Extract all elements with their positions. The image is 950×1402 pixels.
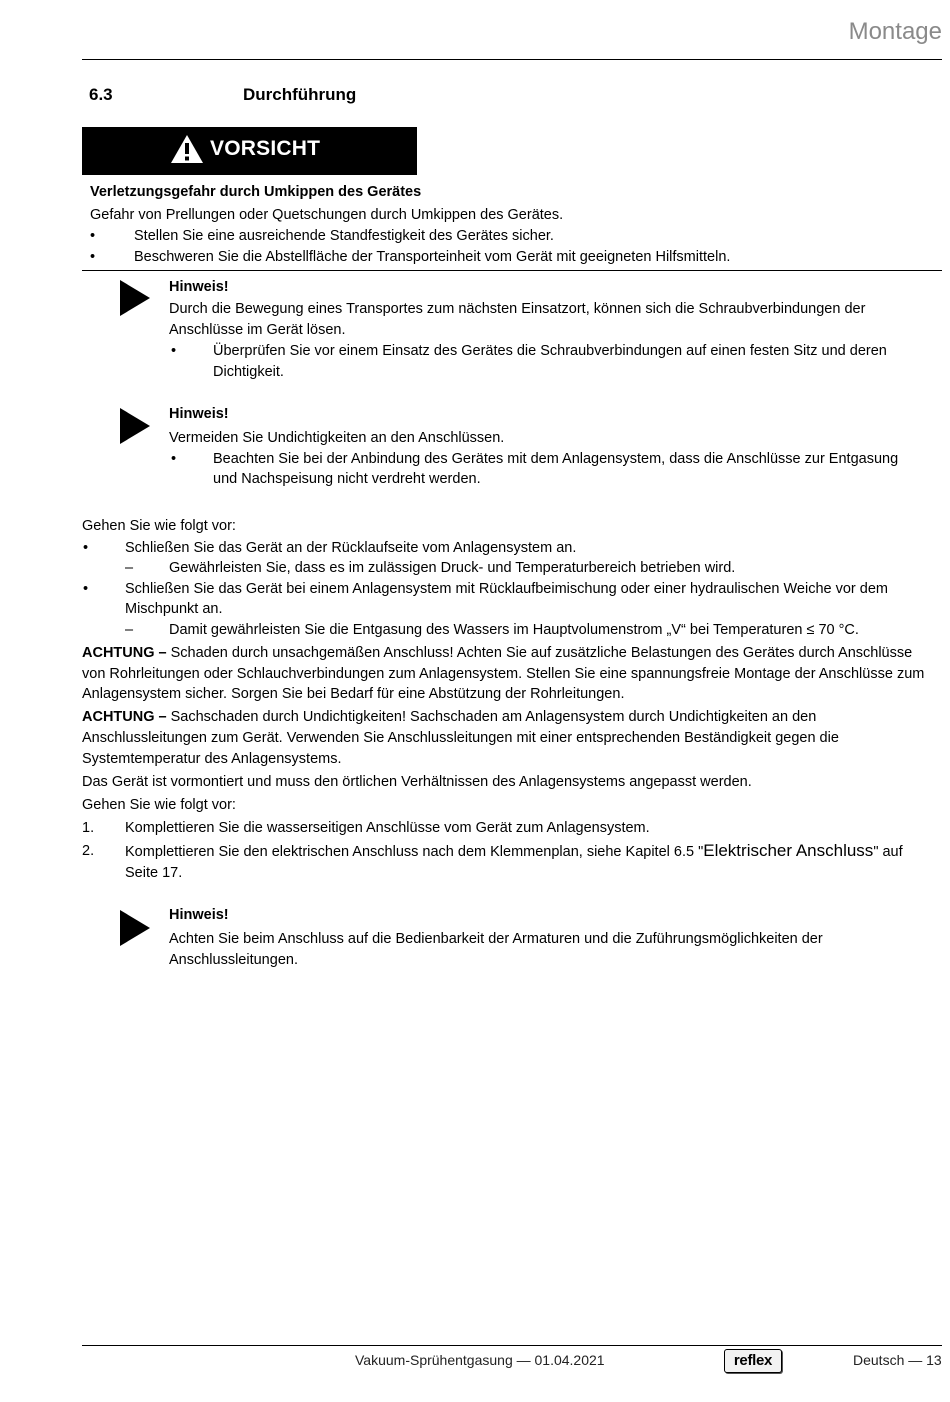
play-arrow-icon <box>120 910 150 946</box>
attention-label: ACHTUNG – <box>82 709 167 725</box>
attention-paragraph <box>82 707 816 728</box>
attention-text: Anlagensystem sicher. Sorgen Sie bei Bedarf für eine Abstützung der Rohrleitungen. <box>82 686 625 702</box>
step-text <box>125 841 903 863</box>
attention-text: Anschlussleitungen zum Gerät. Verwenden Sie Anschlussleitungen mit einer entsprechenden Beständigkeit gegen die <box>82 730 839 746</box>
note-text: Vermeiden Sie Undichtigkeiten an den Anschlüssen. <box>169 430 505 446</box>
note-title: Hinweis! <box>169 406 229 422</box>
play-arrow-icon <box>120 280 150 316</box>
step-text-end: " auf <box>873 844 903 860</box>
instruction-subbullet: Gewährleisten Sie, dass es im zulässigen Druck- und Temperaturbereich betrieben wird. <box>169 560 736 576</box>
bullet-marker: • <box>90 228 96 244</box>
note-title: Hinweis! <box>169 907 229 923</box>
attention-paragraph <box>82 643 912 664</box>
footer-divider <box>82 1345 942 1346</box>
bullet-marker: • <box>90 249 96 265</box>
warning-text: Gefahr von Prellungen oder Quetschungen durch Umkippen des Gerätes. <box>90 207 564 223</box>
instruction-bullet: Schließen Sie das Gerät an der Rücklaufseite vom Anlagensystem an. <box>125 540 577 556</box>
attention-text: von Rohrleitungen oder Schlauchverbindungen zum Anlagensystem. Stellen Sie eine spannungsfreie Montage der Anschlüsse zum <box>82 666 925 682</box>
section-title: Durchführung <box>243 85 357 104</box>
note-text: Anschlussleitungen. <box>169 952 298 968</box>
header-divider <box>82 59 942 60</box>
attention-text: Systemtemperatur des Anlagensystems. <box>82 751 342 767</box>
attention-text: Schaden durch unsachgemäßen Anschluss! Achten Sie auf zusätzliche Belastungen des Gerätes durch Anschlüsse <box>166 645 913 661</box>
bullet-marker: • <box>83 581 89 597</box>
note-bullet: Dichtigkeit. <box>213 364 284 380</box>
note-text: Achten Sie beim Anschluss auf die Bedienbarkeit der Armaturen und die Zuführungsmöglichkeiten der <box>169 931 823 947</box>
footer-document-info: Vakuum-Sprühentgasung — 01.04.2021 <box>355 1352 605 1368</box>
note-bullet: und Nachspeisung nicht verdreht werden. <box>213 471 481 487</box>
instruction-intro: Gehen Sie wie folgt vor: <box>82 797 236 813</box>
note-title: Hinweis! <box>169 279 229 295</box>
chapter-reference-link[interactable]: Elektrischer Anschluss <box>703 841 874 860</box>
note-text: Anschlüsse im Gerät lösen. <box>169 322 346 338</box>
note-text: Durch die Bewegung eines Transportes zum nächsten Einsatzort, können sich die Schraubverbindungen der <box>169 301 866 317</box>
premounted-text: Das Gerät ist vormontiert und muss den örtlichen Verhältnissen des Anlagensystems angepasst werden. <box>82 774 752 790</box>
bullet-marker: • <box>171 343 177 359</box>
attention-label: ACHTUNG – <box>82 645 167 661</box>
instruction-bullet: Mischpunkt an. <box>125 601 223 617</box>
page-header-title: Montage <box>848 18 942 45</box>
instruction-intro: Gehen Sie wie folgt vor: <box>82 518 236 534</box>
warning-divider <box>82 270 942 271</box>
note-bullet: Überprüfen Sie vor einem Einsatz des Gerätes die Schraubverbindungen auf einen festen Sitz und deren <box>213 343 887 359</box>
step-text: Komplettieren Sie die wasserseitigen Anschlüsse vom Gerät zum Anlagensystem. <box>125 820 650 836</box>
dash-marker: – <box>125 560 134 576</box>
footer-page-number: Deutsch — 13 <box>853 1352 942 1368</box>
step-number: 2. <box>82 843 95 859</box>
caution-banner <box>82 127 417 175</box>
warning-triangle-icon <box>170 134 204 164</box>
bullet-marker: • <box>83 540 89 556</box>
step-text: Seite 17. <box>125 865 183 881</box>
step-text-start: Komplettieren Sie den elektrischen Anschluss nach dem Klemmenplan, siehe Kapitel 6.5 " <box>125 844 704 860</box>
bullet-marker: • <box>171 451 177 467</box>
instruction-subbullet: Damit gewährleisten Sie die Entgasung des Wassers im Hauptvolumenstrom „V“ bei Temperaturen ≤ 70 °C. <box>169 622 859 638</box>
attention-text: Sachschaden durch Undichtigkeiten! Sachschaden am Anlagensystem durch Undichtigkeiten an den <box>166 709 817 725</box>
caution-label: VORSICHT <box>210 137 321 160</box>
step-number: 1. <box>82 820 95 836</box>
warning-heading: Verletzungsgefahr durch Umkippen des Gerätes <box>90 184 422 200</box>
reflex-logo: reflex <box>724 1349 782 1373</box>
warning-bullet-2: Beschweren Sie die Abstellfläche der Transporteinheit vom Gerät mit geeigneten Hilfsmitteln. <box>134 249 731 265</box>
play-arrow-icon <box>120 408 150 444</box>
note-bullet: Beachten Sie bei der Anbindung des Gerätes mit dem Anlagensystem, dass die Anschlüsse zur Entgasung <box>213 451 899 467</box>
dash-marker: – <box>125 622 134 638</box>
instruction-bullet: Schließen Sie das Gerät bei einem Anlagensystem mit Rücklaufbeimischung oder einer hydraulischen Weiche vor dem <box>125 581 888 597</box>
section-number: 6.3 <box>89 85 113 104</box>
warning-bullet-1: Stellen Sie eine ausreichende Standfestigkeit des Gerätes sicher. <box>134 228 554 244</box>
